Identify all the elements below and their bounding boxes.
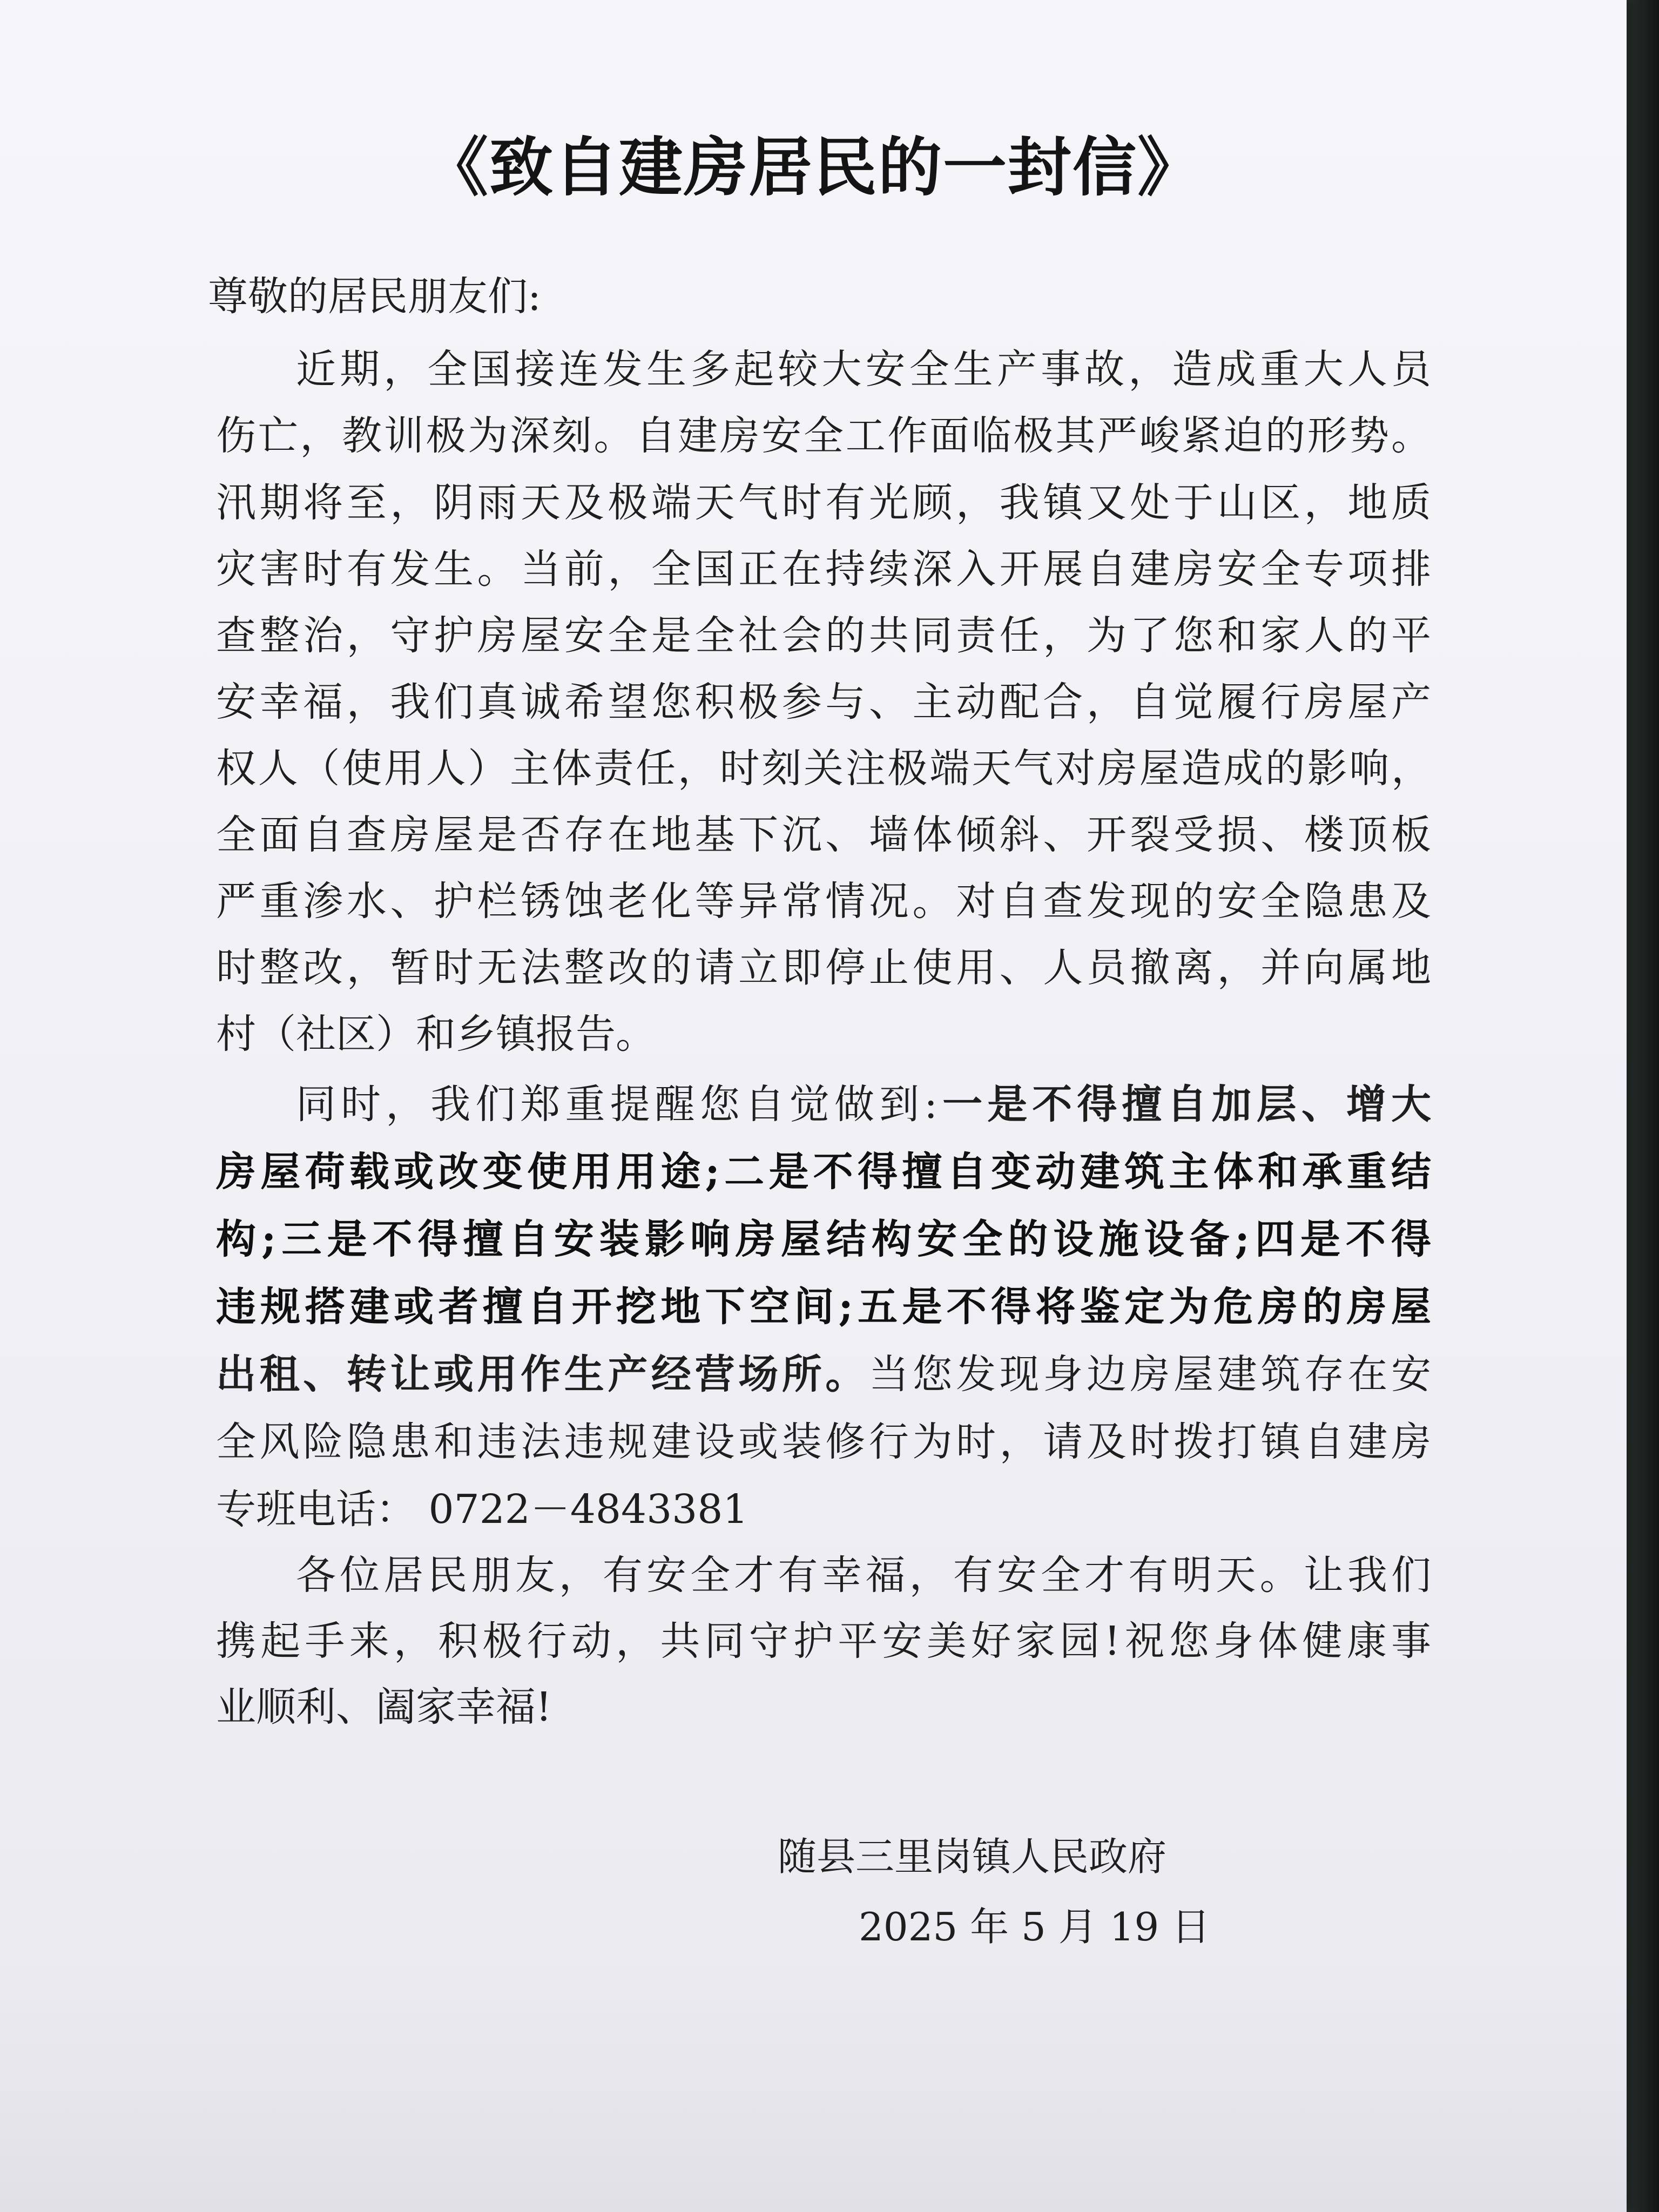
letter-title: 《致自建房居民的一封信》 bbox=[424, 130, 1202, 205]
hotline-phone-number: 0722－4843381 bbox=[428, 1486, 748, 1533]
paragraph2-requirement: 一是不得擅自加层、增大 bbox=[938, 1081, 1432, 1128]
paragraph2-line bbox=[216, 1343, 1431, 1400]
paragraph2-text: 当您发现身边房屋建筑存在安 bbox=[868, 1351, 1432, 1398]
paragraph1-line: 权人（使用人）主体责任，时刻关注极端天气对房屋造成的影响， bbox=[216, 745, 1431, 792]
paragraph3-line: 业顺利、阖家幸福! bbox=[216, 1684, 552, 1730]
paragraph1-line: 汛期将至，阴雨天及极端天气时有光顾，我镇又处于山区，地质 bbox=[216, 480, 1431, 526]
paragraph1-line: 灾害时有发生。当前，全国正在持续深入开展自建房安全专项排 bbox=[216, 546, 1431, 592]
paragraph3-line: 携起手来，积极行动，共同守护平安美好家园!祝您身体健康事 bbox=[216, 1618, 1431, 1664]
paragraph1-line: 伤亡，教训极为深刻。自建房安全工作面临极其严峻紧迫的形势。 bbox=[216, 413, 1431, 459]
paragraph2-requirement-line: 构;三是不得擅自安装影响房屋结构安全的设施设备;四是不得 bbox=[216, 1216, 1431, 1263]
paragraph1-line: 严重渗水、护栏锈蚀老化等异常情况。对自查发现的安全隐患及 bbox=[216, 878, 1431, 925]
paragraph2-requirement-line: 违规搭建或者擅自开挖地下空间;五是不得将鉴定为危房的房屋 bbox=[216, 1284, 1431, 1330]
dark-background bbox=[1627, 0, 1659, 2212]
signature-issuer: 随县三里岗镇人民政府 bbox=[778, 1834, 1167, 1879]
paragraph2-line: 全风险隐患和违法违规建设或装修行为时，请及时拨打镇自建房 bbox=[216, 1419, 1431, 1465]
hotline-line bbox=[216, 1478, 1431, 1535]
paragraph1-line: 近期，全国接连发生多起较大安全生产事故，造成重大人员 bbox=[296, 346, 1431, 393]
paragraph2-intro: 同时，我们郑重提醒您自觉做到: bbox=[296, 1081, 938, 1128]
paragraph2-requirement-line: 房屋荷载或改变使用用途;二是不得擅自变动建筑主体和承重结 bbox=[216, 1149, 1431, 1195]
paragraph1-line: 村（社区）和乡镇报告。 bbox=[216, 1011, 656, 1057]
paragraph1-line: 查整治，守护房屋安全是全社会的共同责任，为了您和家人的平 bbox=[216, 612, 1431, 659]
paragraph1-line: 时整改，暂时无法整改的请立即停止使用、人员撤离，并向属地 bbox=[216, 945, 1431, 991]
salutation: 尊敬的居民朋友们: bbox=[208, 273, 541, 320]
paragraph2-line bbox=[296, 1073, 1431, 1130]
paragraph2-requirement: 出租、转让或用作生产经营场所。 bbox=[216, 1351, 869, 1398]
paragraph3-line: 各位居民朋友，有安全才有幸福，有安全才有明天。让我们 bbox=[296, 1552, 1431, 1599]
paragraph1-line: 全面自查房屋是否存在地基下沉、墙体倾斜、开裂受损、楼顶板 bbox=[216, 812, 1431, 858]
paragraph1-line: 安幸福，我们真诚希望您积极参与、主动配合，自觉履行房屋产 bbox=[216, 679, 1431, 725]
signature-date: 2025 年 5 月 19 日 bbox=[859, 1904, 1211, 1950]
hotline-label: 专班电话： bbox=[216, 1486, 416, 1533]
